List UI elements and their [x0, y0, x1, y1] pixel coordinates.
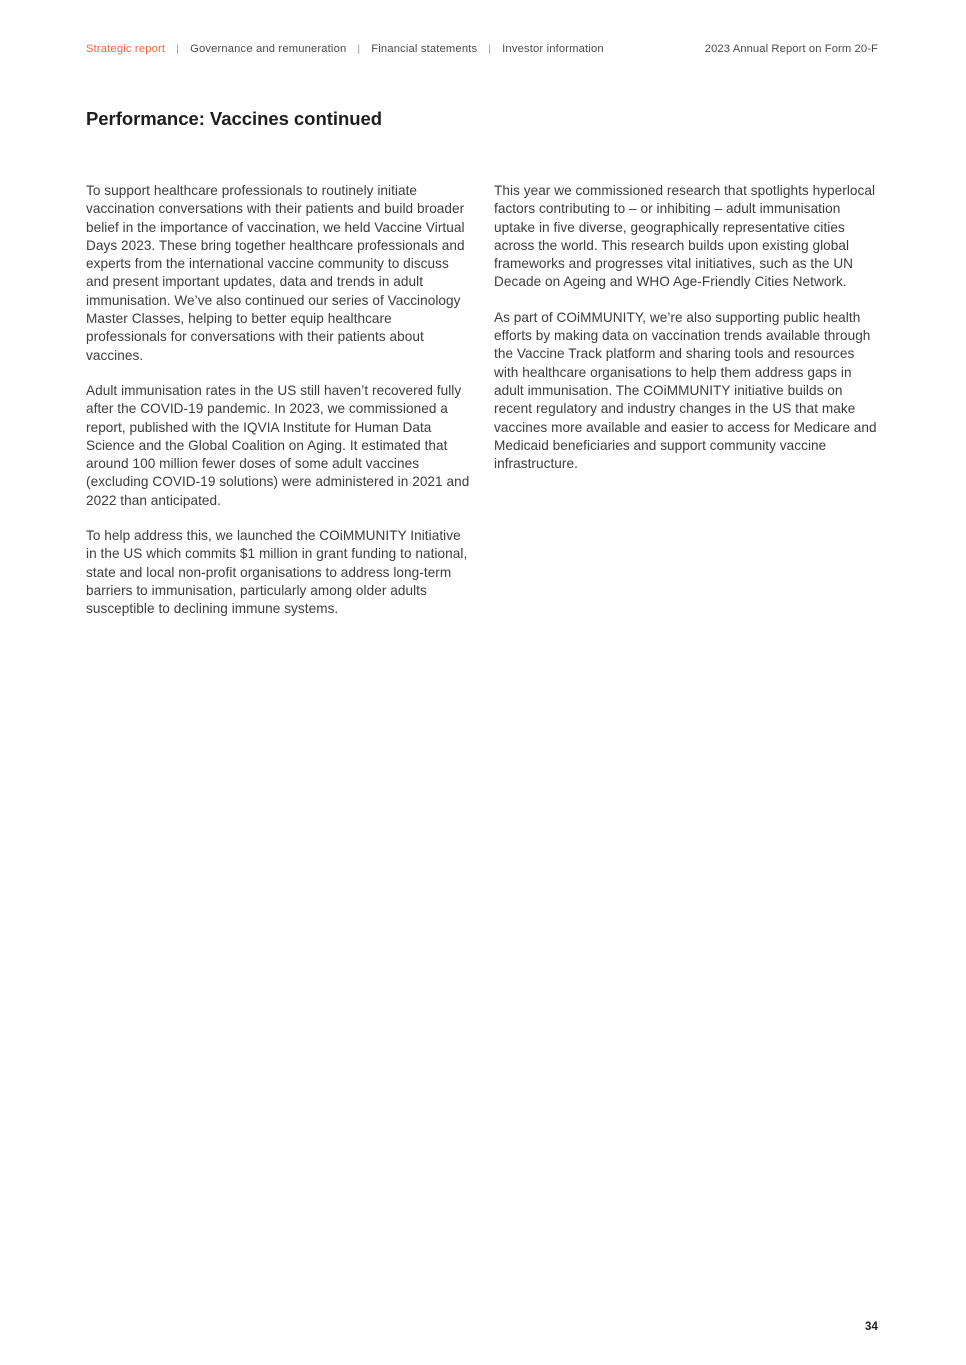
report-title: 2023 Annual Report on Form 20-F [704, 43, 878, 55]
body-content [86, 182, 879, 619]
paragraph: As part of COiMMUNITY, we’re also supporting public health efforts by making data on vaccination trends available through the Vaccine Track platform and sharing tools and resources with healthcare organisations to help them address gaps in adult immunisation. The COiMMUNITY initiative builds on recent regulatory and industry changes in the US that make vaccines more available and easier to access for Medicare and Medicaid beneficiaries and support community vaccine infrastructure. [494, 309, 877, 472]
nav-item-financial-statements[interactable]: Financial statements [371, 43, 478, 55]
nav-separator: | [488, 43, 492, 55]
paragraph: To support healthcare professionals to routinely initiate vaccination conversations with their patients and build broader belief in the importance of vaccination, we held Vaccine Virtual Days 2023. These bring together healthcare professionals and experts from the international vaccine community to discuss and present important updates, data and trends in adult immunisation. We’ve also continued our series of Vaccinology Master Classes, helping to better equip healthcare professionals for conversations with their patients about vaccines. [86, 183, 465, 363]
page-number: 34 [864, 1321, 878, 1333]
nav-item-investor-information[interactable]: Investor information [502, 43, 604, 55]
paragraph: Adult immunisation rates in the US still haven’t recovered fully after the COVID-19 pandemic. In 2023, we commissioned a report, published with the IQVIA Institute for Human Data Science and the Global Coalition on Aging. It estimated that around 100 million fewer doses of some adult vaccines (excluding COVID-19 solutions) were administered in 2021 and 2022 than anticipated. [86, 382, 470, 508]
nav-item-governance-and-remuneration[interactable]: Governance and remuneration [190, 43, 347, 55]
nav-separator: | [357, 43, 361, 55]
paragraph: To help address this, we launched the COiMMUNITY Initiative in the US which commits $1 million in grant funding to national, state and local non-profit organisations to address long-term barriers to immunisation, particularly among older adults susceptible to declining immune systems. [86, 528, 468, 617]
column-right [494, 182, 879, 473]
section-nav [86, 41, 604, 57]
paragraph: This year we commissioned research that spotlights hyperlocal factors contributing to – or inhibiting – adult immunisation uptake in five diverse, geographically representative cities across the world. This research builds upon existing global frameworks and progresses vital initiatives, such as the UN Decade on Ageing and WHO Age-Friendly Cities Network. [494, 183, 876, 290]
page-title: Performance: Vaccines continued [86, 108, 382, 129]
running-header [86, 41, 878, 57]
nav-separator: | [176, 43, 180, 55]
nav-item-strategic-report[interactable]: Strategic report [86, 43, 166, 55]
column-left [86, 182, 471, 619]
